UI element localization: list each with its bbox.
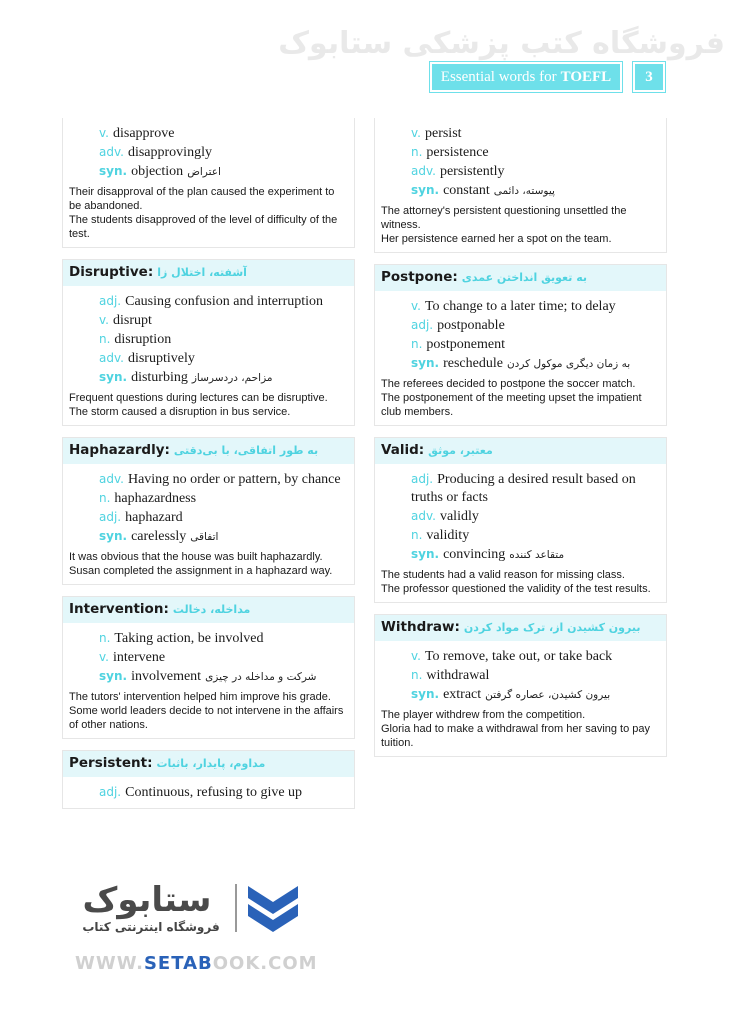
definition-row <box>411 685 666 704</box>
website-url[interactable] <box>75 953 318 974</box>
part-of-speech: v. <box>411 649 421 663</box>
website-suffix: OOK.COM <box>212 953 318 974</box>
example-sentence: The storm caused a disruption in bus service. <box>69 406 291 418</box>
part-of-speech: n. <box>99 332 111 346</box>
example-sentence: Susan completed the assignment in a haphazard way. <box>69 565 333 577</box>
entry-heading <box>63 597 354 623</box>
definition-row <box>99 508 354 527</box>
entry-persian-meaning: مداخله، دخالت <box>172 603 251 616</box>
example-sentences <box>63 546 354 578</box>
example-sentence: The tutors' intervention helped him improve his grade. <box>69 691 331 703</box>
book-title-banner <box>430 62 622 92</box>
entry-heading <box>375 615 666 641</box>
persian-translation: اعتراض <box>187 166 221 178</box>
definition-text: disapprove <box>112 126 175 141</box>
example-sentences <box>63 387 354 419</box>
definition-text: objection <box>131 164 184 179</box>
entry-word: Haphazardly <box>69 442 165 458</box>
part-of-speech: adj. <box>411 472 434 486</box>
left-column <box>62 118 355 820</box>
book-title-prefix: Essential words for <box>440 68 557 85</box>
example-sentences <box>375 200 666 246</box>
persian-translation: مزاحم، دردسرساز <box>191 372 273 384</box>
definition-row <box>411 526 666 545</box>
entry-word: Intervention <box>69 601 164 617</box>
definition-text: disrupt <box>112 313 152 328</box>
example-sentences <box>375 564 666 596</box>
persian-translation: بیرون کشیدن، عصاره گرفتن <box>485 689 611 701</box>
definition-row <box>411 647 666 666</box>
part-of-speech: adv. <box>411 509 436 523</box>
definition-row <box>99 470 354 489</box>
definition-row <box>99 349 354 368</box>
vocab-entry <box>374 118 667 253</box>
definition-text: To change to a later time; to delay <box>424 299 616 314</box>
definition-text: disapprovingly <box>127 145 212 160</box>
definition-text: constant <box>443 183 490 198</box>
vocab-entry <box>374 264 667 426</box>
entry-persian-meaning: مداوم، پایدار، باثبات <box>156 757 266 770</box>
part-of-speech: adv. <box>99 472 124 486</box>
vocab-entry <box>62 437 355 585</box>
definition-text: involvement <box>131 669 202 684</box>
part-of-speech: syn. <box>99 529 128 543</box>
example-sentence: Their disapproval of the plan caused the experiment to be abandoned. <box>69 186 335 212</box>
definition-row <box>99 311 354 330</box>
entry-colon: : <box>164 442 170 458</box>
part-of-speech: v. <box>99 313 109 327</box>
definition-text: convincing <box>443 547 506 562</box>
example-sentence: The professor questioned the validity of the test results. <box>381 583 651 595</box>
definition-row <box>99 124 354 143</box>
definition-row <box>411 545 666 564</box>
page-number: 3 <box>633 62 665 92</box>
watermark-store-name: فروشگاه کتب پزشکی ستابوک <box>278 26 725 61</box>
entry-colon: : <box>454 619 460 635</box>
part-of-speech: n. <box>99 491 111 505</box>
vocab-entry <box>62 118 355 248</box>
definition-text: persistence <box>426 145 489 160</box>
definition-row <box>99 648 354 667</box>
entry-colon: : <box>163 601 169 617</box>
part-of-speech: n. <box>411 668 423 682</box>
chevron-logo-icon <box>244 880 302 938</box>
definition-list <box>63 777 354 802</box>
part-of-speech: syn. <box>411 356 440 370</box>
part-of-speech: v. <box>99 650 109 664</box>
entry-heading <box>375 438 666 464</box>
example-sentence: Her persistence earned her a spot on the team. <box>381 233 612 245</box>
definition-row <box>99 527 354 546</box>
definition-row <box>99 489 354 508</box>
logo-subtitle: فروشگاه اینترنتی کتاب <box>82 920 220 934</box>
definition-list <box>63 118 354 181</box>
entry-persian-meaning: به طور اتفاقی، با بی‌دقتی <box>173 444 319 457</box>
entry-word: Withdraw <box>381 619 455 635</box>
example-sentence: The students had a valid reason for missing class. <box>381 569 625 581</box>
definition-text: Producing a desired result based on truths or facts <box>411 472 636 505</box>
definition-text: To remove, take out, or take back <box>424 649 613 664</box>
definition-text: validity <box>426 528 470 543</box>
example-sentence: The postponement of the meeting upset the impatient club members. <box>381 392 642 418</box>
entry-colon: : <box>147 755 153 771</box>
definition-row <box>411 297 666 316</box>
part-of-speech: n. <box>411 145 423 159</box>
part-of-speech: syn. <box>411 183 440 197</box>
website-highlight: SETAB <box>143 953 213 974</box>
definition-row <box>411 507 666 526</box>
definition-text: Causing confusion and interruption <box>125 294 324 309</box>
definition-text: extract <box>443 687 482 702</box>
definition-text: Continuous, refusing to give up <box>125 785 303 800</box>
definition-row <box>411 335 666 354</box>
publisher-logo <box>62 880 352 940</box>
logo-brand-text: ستابوک <box>82 880 212 920</box>
definition-list <box>375 641 666 704</box>
definition-text: withdrawal <box>426 668 490 683</box>
entry-persian-meaning: آشفته، اختلال زا <box>157 266 247 279</box>
persian-translation: اتفاقی <box>190 531 219 543</box>
right-column <box>374 118 667 768</box>
entry-colon: : <box>147 264 154 280</box>
example-sentence: The referees decided to postpone the soccer match. <box>381 378 636 390</box>
definition-row <box>411 143 666 162</box>
example-sentences <box>63 686 354 732</box>
vocab-entry <box>62 596 355 739</box>
part-of-speech: adj. <box>99 294 122 308</box>
persian-translation: متقاعد کننده <box>509 549 565 561</box>
definition-row <box>411 354 666 373</box>
definition-row <box>411 124 666 143</box>
persian-translation: شرکت و مداخله در چیزی <box>205 671 317 683</box>
definition-text: postponable <box>437 318 505 333</box>
definition-list <box>63 464 354 546</box>
definition-text: reschedule <box>443 356 503 371</box>
entry-word: Disruptive <box>69 264 148 280</box>
definition-text: validly <box>439 509 479 524</box>
definition-text: disruption <box>114 332 172 347</box>
part-of-speech: n. <box>99 631 111 645</box>
definition-list <box>375 291 666 373</box>
persian-translation: پیوسته، دائمی <box>493 185 555 197</box>
definition-text: Taking action, be involved <box>114 631 264 646</box>
definition-text: Having no order or pattern, by chance <box>127 472 341 487</box>
part-of-speech: adv. <box>99 351 124 365</box>
definition-row <box>99 143 354 162</box>
logo-divider <box>235 884 237 932</box>
website-prefix: WWW. <box>75 953 144 974</box>
entry-word: Valid <box>381 442 419 458</box>
part-of-speech: n. <box>411 337 423 351</box>
definition-text: haphazard <box>125 510 183 525</box>
part-of-speech: v. <box>411 126 421 140</box>
part-of-speech: adj. <box>99 785 122 799</box>
entry-colon: : <box>452 269 458 285</box>
part-of-speech: syn. <box>99 370 128 384</box>
definition-row <box>99 330 354 349</box>
example-sentences <box>375 704 666 750</box>
part-of-speech: v. <box>99 126 109 140</box>
book-title-bold: TOEFL <box>560 68 612 85</box>
example-sentence: Some world leaders decide to not intervene in the affairs of other nations. <box>69 705 344 731</box>
definition-list <box>375 464 666 564</box>
definition-row <box>99 162 354 181</box>
entry-persian-meaning: به تعویق انداختن عمدی <box>461 271 588 284</box>
example-sentence: The player withdrew from the competition. <box>381 709 586 721</box>
definition-row <box>99 292 354 311</box>
entry-heading <box>63 260 354 286</box>
definition-row <box>99 368 354 387</box>
entry-heading <box>63 751 354 777</box>
persian-translation: به زمان دیگری موکول کردن <box>506 358 631 370</box>
part-of-speech: n. <box>411 528 423 542</box>
definition-row <box>99 667 354 686</box>
definition-row <box>411 162 666 181</box>
example-sentences <box>375 373 666 419</box>
definition-text: persistently <box>439 164 505 179</box>
entry-word: Postpone <box>381 269 453 285</box>
part-of-speech: adj. <box>411 318 434 332</box>
example-sentence: Frequent questions during lectures can be disruptive. <box>69 392 328 404</box>
part-of-speech: syn. <box>411 687 440 701</box>
definition-text: carelessly <box>131 529 187 544</box>
entry-persian-meaning: معتبر، موثق <box>428 444 493 457</box>
definition-row <box>411 666 666 685</box>
part-of-speech: adj. <box>99 510 122 524</box>
example-sentence: The attorney's persistent questioning unsettled the witness. <box>381 205 627 231</box>
example-sentence: Gloria had to make a withdrawal from her saving to pay tuition. <box>381 723 651 749</box>
definition-list <box>63 623 354 686</box>
definition-text: postponement <box>426 337 505 352</box>
definition-text: persist <box>424 126 462 141</box>
vocab-entry <box>374 437 667 603</box>
part-of-speech: v. <box>411 299 421 313</box>
example-sentence: It was obvious that the house was built haphazardly. <box>69 551 323 563</box>
definition-row <box>411 316 666 335</box>
entry-heading <box>375 265 666 291</box>
vocab-entry <box>374 614 667 757</box>
vocab-entry <box>62 750 355 809</box>
part-of-speech: syn. <box>99 669 128 683</box>
definition-row <box>99 783 354 802</box>
part-of-speech: adv. <box>99 145 124 159</box>
part-of-speech: syn. <box>99 164 128 178</box>
vocab-entry <box>62 259 355 426</box>
example-sentence: The students disapproved of the level of difficulty of the test. <box>69 214 338 240</box>
definition-list <box>375 118 666 200</box>
entry-persian-meaning: بیرون کشیدن از، ترک مواد کردن <box>463 621 641 634</box>
definition-text: haphazardness <box>114 491 197 506</box>
part-of-speech: adv. <box>411 164 436 178</box>
definition-row <box>411 470 666 507</box>
definition-text: disruptively <box>127 351 195 366</box>
entry-colon: : <box>418 442 425 458</box>
part-of-speech: syn. <box>411 547 440 561</box>
definition-row <box>411 181 666 200</box>
definition-text: disturbing <box>131 370 188 385</box>
entry-heading <box>63 438 354 464</box>
definition-list <box>63 286 354 387</box>
definition-text: intervene <box>112 650 166 665</box>
definition-row <box>99 629 354 648</box>
entry-word: Persistent <box>69 755 148 771</box>
example-sentences <box>63 181 354 241</box>
